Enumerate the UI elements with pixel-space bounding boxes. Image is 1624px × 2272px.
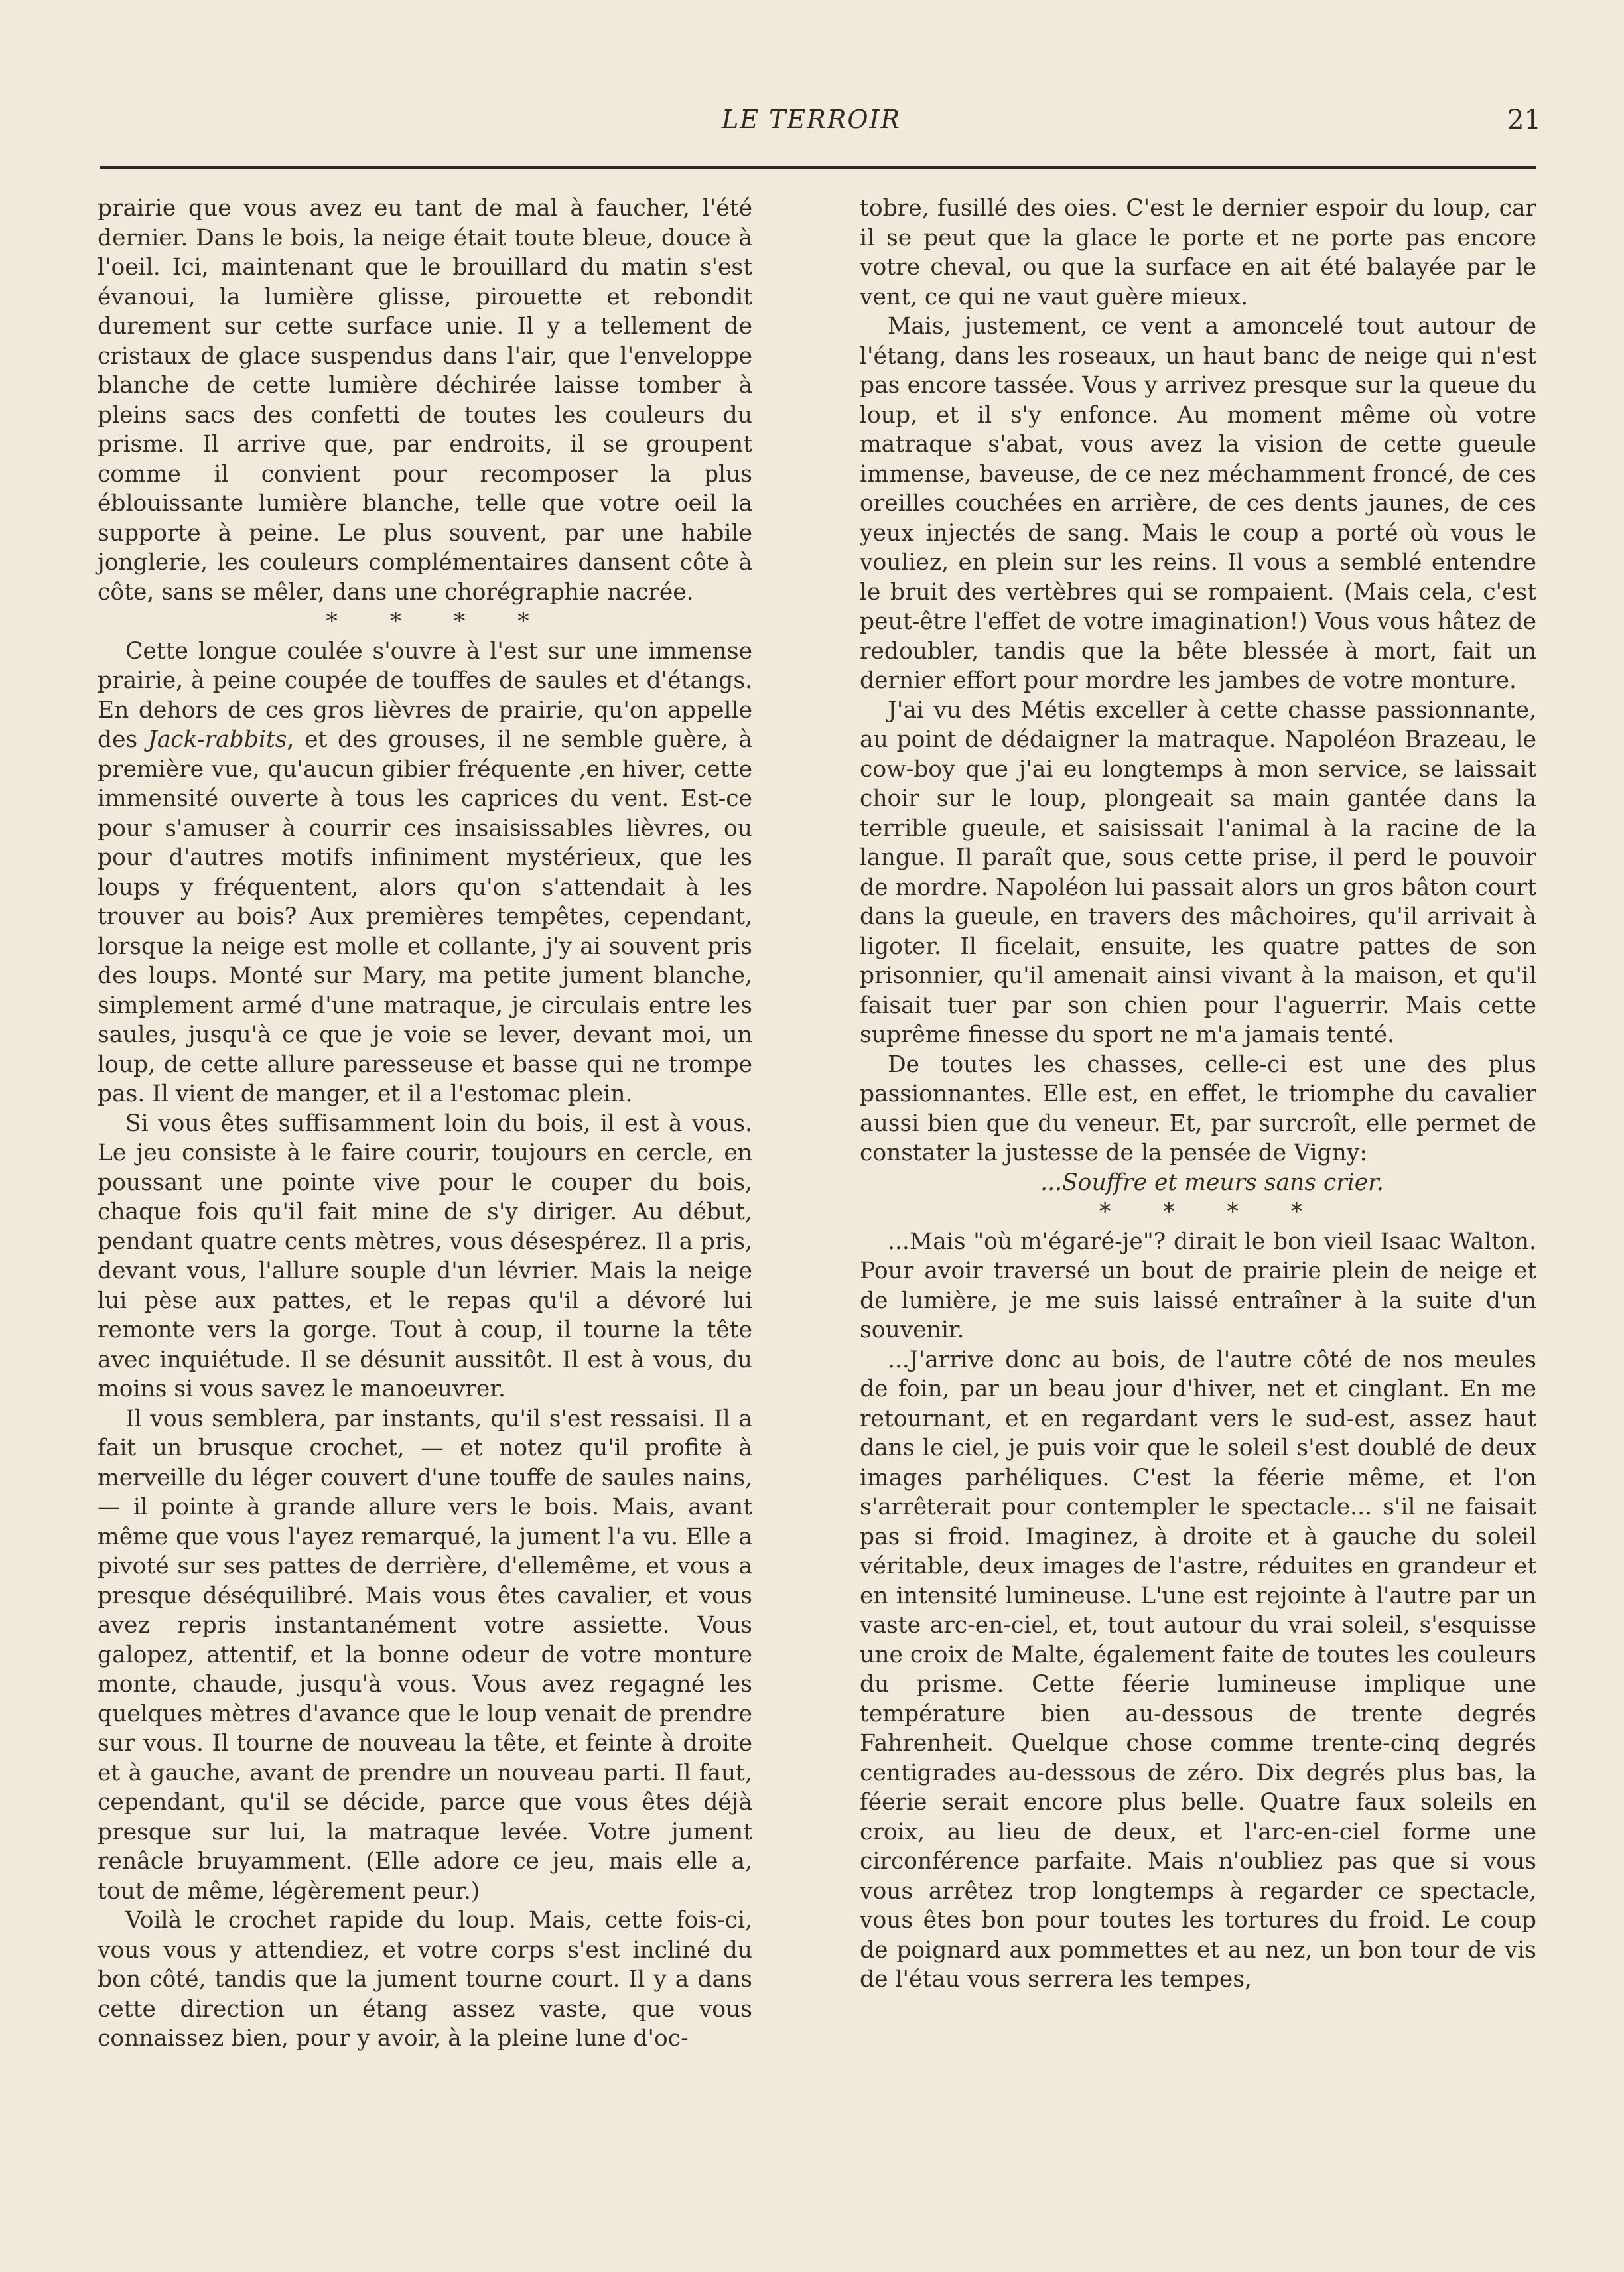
paragraph (98, 637, 752, 1109)
paragraph: ...J'arrive donc au bois, de l'autre côté de nos meules de foin, par un beau jour d'hiver, net et cinglant. En me retournant, et en regardant vers le sud-est, assez haut dans le ciel, je puis voir que le soleil s'est doublé de deux images parhéliques. C'est la féerie même, et l'on s'arrêterait pour contempler le spectacle... s'il ne faisait pas si froid. Imaginez, à droite et à gauche du soleil véritable, deux images de l'astre, réduites en grandeur et en intensité lumineuse. L'une est rejointe à l'autre par un vaste arc-en-ciel, et, tout autour du vrai soleil, s'esquisse une croix de Malte, également faite de toutes les couleurs du prisme. Cette féerie lumineuse implique une température bien au-dessous de trente degrés Fahrenheit. Quelque chose comme trente-cinq degrés centigrades au-dessous de zéro. Dix degrés plus bas, la féerie serait encore plus belle. Quatre faux soleils en croix, au lieu de deux, et l'arc-en-ciel forme une circonférence parfaite. Mais n'oubliez pas que si vous vous arrêtez trop longtemps à regarder ce spectacle, vous êtes bon pour toutes les tortures du froid. Le coup de poignard aux pommettes et au nez, un bon tour de vis de l'étau vous serrera les tempes, (860, 1346, 1536, 1993)
running-head (0, 105, 1624, 151)
left-column (98, 194, 752, 2054)
paragraph: Mais, justement, ce vent a amoncelé tout autour de l'étang, dans les roseaux, un haut banc de neige qui n'est pas encore tassée. Vous y arrivez presque sur la queue du loup, et il s'y enfonce. Au moment même où votre matraque s'abat, vous avez la vision de cette gueule immense, baveuse, de ce nez méchamment froncé, de ces oreilles couchées en arrière, de ces dents jaunes, de ces yeux injectés de sang. Mais le coup a porté où vous le vouliez, en plein sur les reins. Il vous a semblé entendre le bruit des vertèbres qui se rompaient. (Mais cela, c'est peut-être l'effet de votre imagination!) Vous vous hâtez de redoubler, tandis que la bête blessée à mort, fait un dernier effort pour mordre les jambes de votre monture. (860, 313, 1536, 694)
page-number: 21 (1507, 105, 1541, 135)
paragraph: J'ai vu des Métis exceller à cette chasse passionnante, au point de dédaigner la matraque. Napoléon Brazeau, le cow-boy que j'ai eu longtemps à mon service, se laissait choir sur le loup, plongeait sa main gantée dans la terrible gueule, et saisissait l'animal à la racine de la langue. Il paraît que, sous cette prise, il perd le pouvoir de mordre. Napoléon lui passait alors un gros bâton court dans la gueule, en travers des mâchoires, qu'il arrivait à ligoter. Il ficelait, ensuite, les quatre pattes de son prisonnier, qu'il amenait ainsi vivant à la maison, et qu'il faisait tuer par son chien pour l'aguerrir. Mais cette suprême finesse du sport ne m'a jamais tenté. (860, 697, 1536, 1048)
paragraph: Si vous êtes suffisamment loin du bois, il est à vous. Le jeu consiste à le faire courir, toujours en cercle, en poussant une pointe vive pour le couper du bois, chaque fois qu'il fait mine de s'y diriger. Au début, pendant quatre cents mètres, vous désespérez. Il a pris, devant vous, l'allure souple d'un lévrier. Mais la neige lui pèse aux pattes, et le repas qu'il a dévoré lui remonte vers la gorge. Tout à coup, il tourne la tête avec inquiétude. Il se désunit aussitôt. Il est à vous, du moins si vous savez le manoeuvrer. (98, 1110, 752, 1402)
section-break-stars: * * * * (1099, 1199, 1325, 1225)
section-break-stars: * * * * (326, 608, 552, 635)
paragraph: De toutes les chasses, celle-ci est une des plus passionnantes. Elle est, en effet, le triomphe du cavalier aussi bien que du veneur. Et, par surcroît, elle permet de constater la justesse de la pensée de Vigny: (860, 1051, 1536, 1166)
paragraph: ...Mais "où m'égaré-je"? dirait le bon vieil Isaac Walton. Pour avoir traversé un bout de prairie plein de neige et de lumière, je me suis laissé entraîner à la suite d'un souvenir. (860, 1228, 1536, 1343)
paragraph-text: Cette longue coulée s'ouvre à l'est sur une immense prairie, à peine coupée de touffes de saules et d'étangs. En dehors de ces gros lièvres de prairie, qu'on appelle des (98, 637, 752, 753)
paragraph-text: , et des grouses, il ne semble guère, à première vue, qu'aucun gibier fréquente ,en hiver, cette immensité ouverte à tous les caprices du vent. Est-ce pour s'amuser à courrir ces insaisissables lièvres, ou pour d'autres motifs infiniment mystérieux, que les loups y fréquentent, alors qu'on s'attendait à les trouver au bois? Aux premières tempêtes, cependant, lorsque la neige est molle et collante, j'y ai souvent pris des loups. Monté sur Mary, ma petite jument blanche, simplement armé d'une matraque, je circulais entre les saules, jusqu'à ce que je voie se lever, devant moi, un loup, de cette allure paresseuse et basse qui ne trompe pas. Il vient de manger, et il a l'estomac plein. (98, 726, 752, 1107)
header-rule (100, 166, 1536, 169)
right-column (860, 194, 1536, 1995)
paragraph: prairie que vous avez eu tant de mal à faucher, l'été dernier. Dans le bois, la neige était toute bleue, douce à l'oeil. Ici, maintenant que le brouillard du matin s'est évanoui, la lumière glisse, pirouette et rebondit durement sur cette surface unie. Il y a tellement de cristaux de glace suspendus dans l'air, que l'enveloppe blanche de cette lumière déchirée laisse tomber à pleins sacs des confetti de toutes les couleurs du prisme. Il arrive que, par endroits, il se groupent comme il convient pour recomposer la plus éblouissante lumière blanche, telle que votre oeil la supporte à peine. Le plus souvent, par une habile jonglerie, les couleurs complémentaires dansent côte à côte, sans se mêler, dans une chorégraphie nacrée. (98, 195, 752, 606)
paragraph: Il vous semblera, par instants, qu'il s'est ressaisi. Il a fait un brusque crochet, — et notez qu'il profite à merveille du léger couvert d'une touffe de saules nains, — il pointe à grande allure vers le bois. Mais, avant même que vous l'ayez remarqué, la jument l'a vu. Elle a pivoté sur ses pattes de derrière, d'ellemême, et vous a presque déséquilibré. Mais vous êtes cavalier, et vous avez repris instantanément votre assiette. Vous galopez, attentif, et la bonne odeur de votre monture monte, chaude, jusqu'à vous. Vous avez regagné les quelques mètres d'avance que le loup venait de prendre sur vous. Il tourne de nouveau la tête, et feinte à droite et à gauche, avant de prendre un nouveau parti. Il faut, cependant, qu'il se décide, parce que vous êtes déjà presque sur lui, la matraque levée. Votre jument renâcle bruyamment. (Elle adore ce jeu, mais elle a, tout de même, légèrement peur.) (98, 1405, 752, 1904)
paragraph: Voilà le crochet rapide du loup. Mais, cette fois-ci, vous vous y attendiez, et votre corps s'est incliné du bon côté, tandis que la jument tourne court. Il y a dans cette direction un étang assez vaste, que vous connaissez bien, pour y avoir, à la pleine lune d'oc- (98, 1907, 752, 2052)
paragraph: tobre, fusillé des oies. C'est le dernier espoir du loup, car il se peut que la glace le porte et ne porte pas encore votre cheval, ou que la surface en ait été balayée par le vent, ce qui ne vaut guère mieux. (860, 195, 1536, 310)
italic-term: Jack-rabbits (147, 726, 287, 753)
verse-quote: ...Souffre et meurs sans crier. (1040, 1169, 1384, 1196)
journal-title: LE TERROIR (722, 105, 902, 134)
